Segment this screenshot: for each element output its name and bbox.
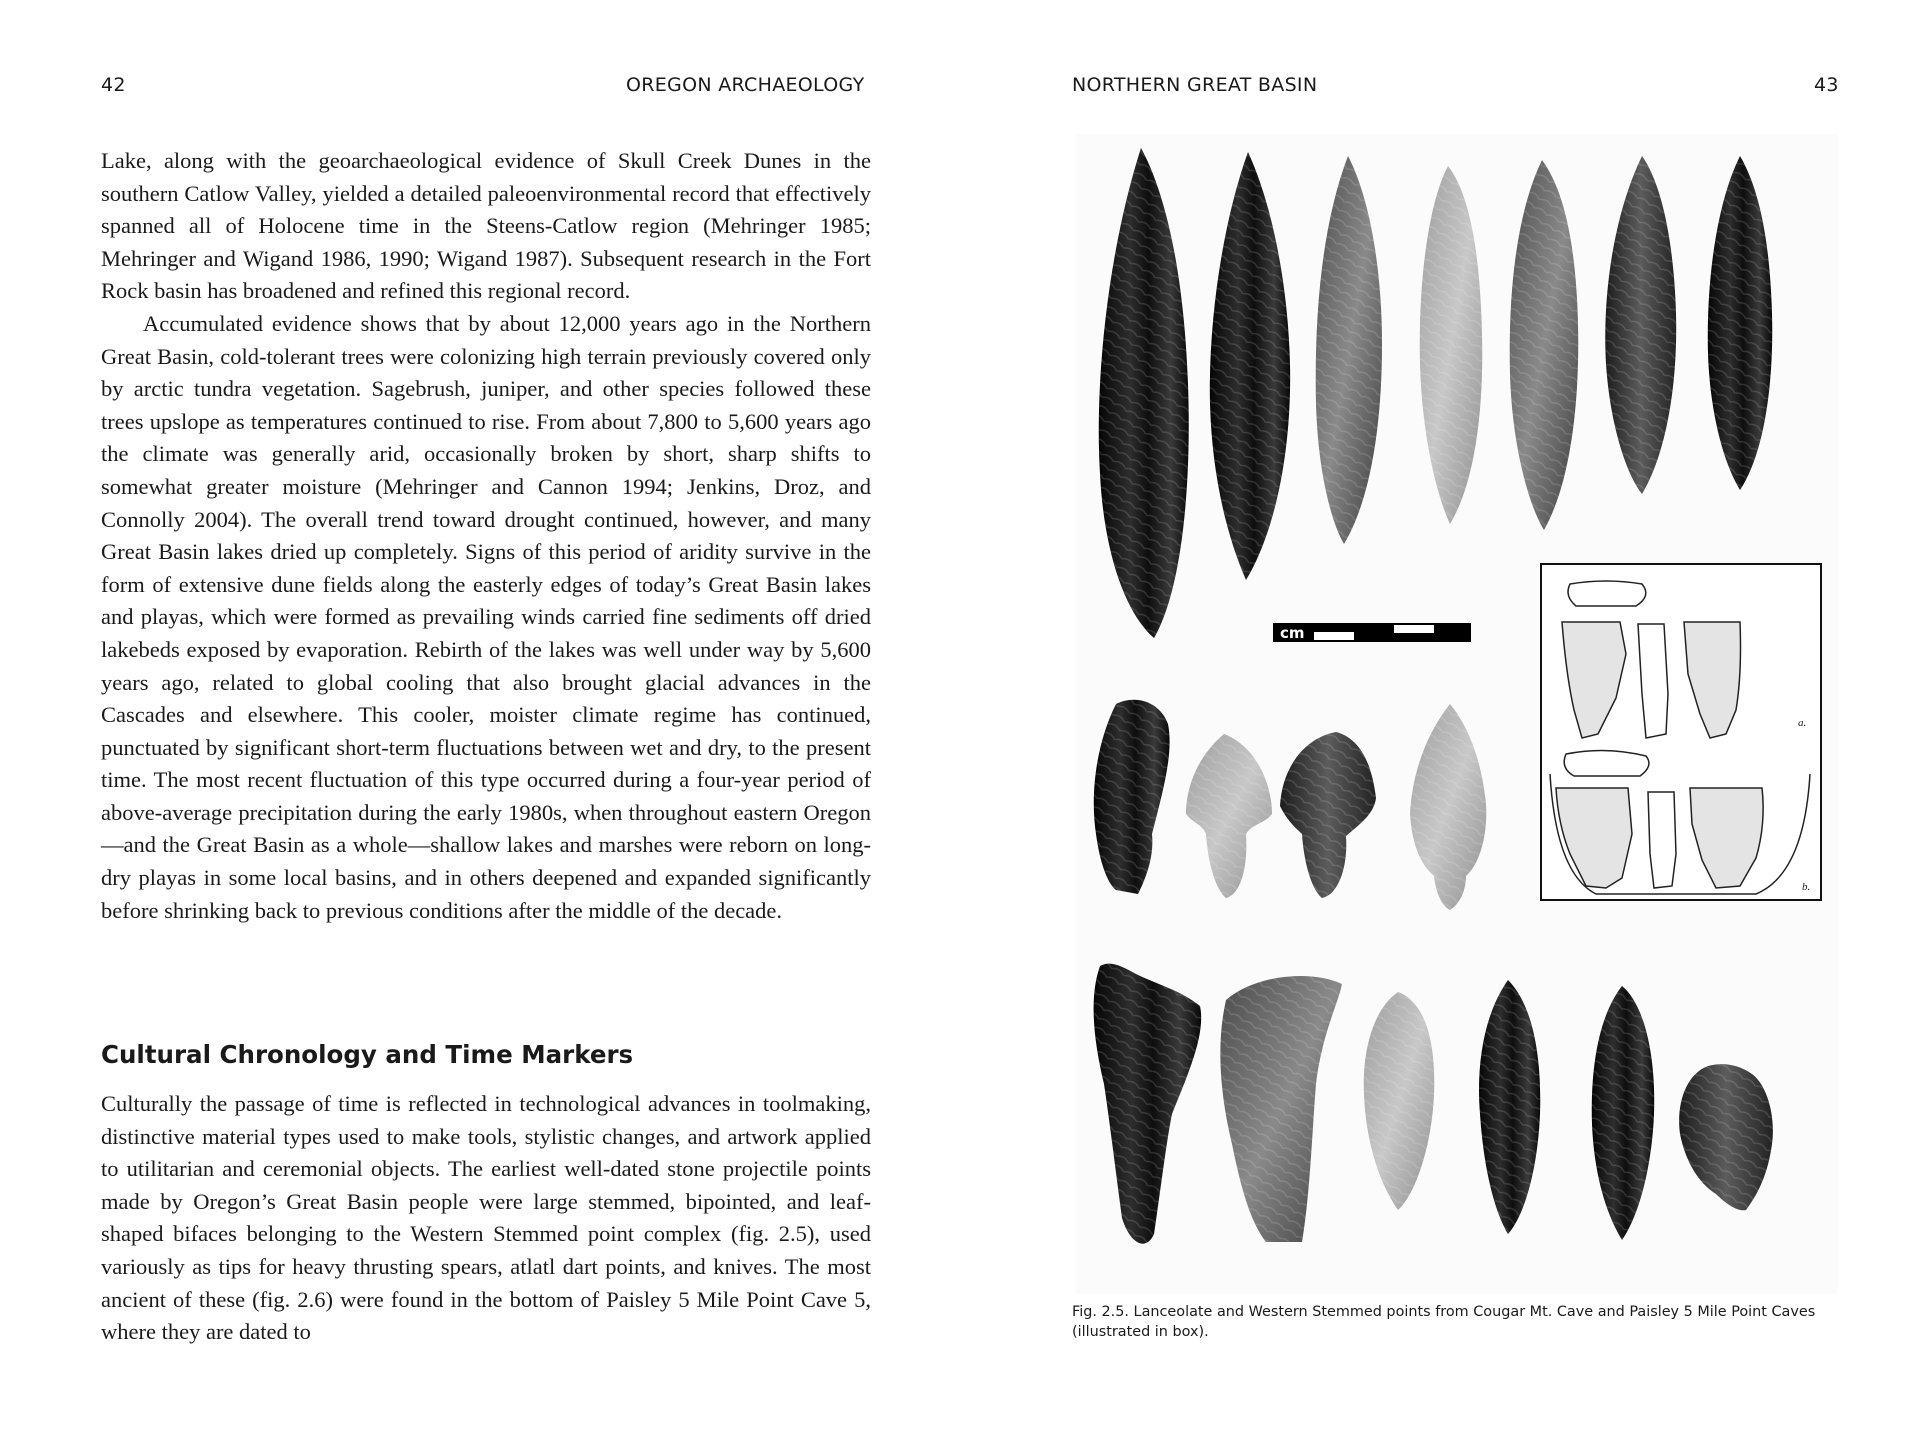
scale-bar-label: cm bbox=[1280, 624, 1305, 642]
body-text-lower bbox=[101, 1088, 871, 1349]
paragraph-2: Accumulated evidence shows that by about 12,000 years ago in the Northern Great Basin, cold-tolerant trees were colonizing high terrain previously covered only by arctic tundra vegetation. Sagebrush, juniper, and other species followed these trees upslope as temperatures continued to rise. From about 7,800 to 5,600 years ago the climate was generally arid, occasionally broken by short, sharp shifts to somewhat greater moisture (Mehringer and Cannon 1994; Jenkins, Droz, and Connolly 2004). The overall trend toward drought continued, however, and many Great Basin lakes dried up completely. Signs of this period of aridity survive in the form of extensive dune fields along the easterly edges of today’s Great Basin lakes and playas, which were formed as prevailing winds carried fine sediments off dried lakebeds exposed by evaporation. Rebirth of the lakes was well under way by 5,600 years ago, related to global cooling that also brought glacial advances in the Cascades and elsewhere. This cooler, moister climate regime has continued, punctuated by significant short-term fluctuations between wet and dry, to the present time. The most recent fluctuation of this type occurred during a four-year period of above-average precipitation during the early 1980s, when throughout eastern Oregon—and the Great Basin as a whole—shallow lakes and marshes were reborn on long-dry playas in some local basins, and in others deepened and expanded significantly before shrinking back to previous conditions after the middle of the decade. bbox=[101, 310, 871, 923]
box-label-a: a. bbox=[1798, 717, 1807, 729]
stemmed-point-6 bbox=[1220, 976, 1342, 1242]
section-paragraph: Culturally the passage of time is reflected in technological advances in toolmaking, distinctive material types used to make tools, stylistic changes, and artwork applied to utilitarian and ceremonial objects. The earliest well-dated stone projectile points made by Oregon’s Great Basin people were large stemmed, bipointed, and leaf-shaped bifaces belonging to the Western Stemmed point complex (fig. 2.5), used variously as tips for heavy thrusting spears, atlatl dart points, and knives. The most ancient of these (fig. 2.6) were found in the bottom of Paisley 5 Mile Point Cave 5, where they are dated to bbox=[101, 1091, 871, 1345]
running-head-right: NORTHERN GREAT BASIN bbox=[1072, 74, 1318, 96]
body-text-upper bbox=[101, 145, 871, 927]
lanceolate-point-7 bbox=[1708, 156, 1772, 490]
paragraph-1: Lake, along with the geoarchaeological evidence of Skull Creek Dunes in the southern Catlow Valley, yielded a detailed paleoenvironmental record that effectively spanned all of Holocene time in the Steens-Catlow region (Mehringer 1985; Mehringer and Wigand 1986, 1990; Wigand 1987). Subsequent research in the Fort Rock basin has broadened and refined this regional record. bbox=[101, 148, 871, 304]
artifact-photo-plate bbox=[1076, 134, 1838, 1294]
leaf-point-3 bbox=[1592, 986, 1654, 1240]
lanceolate-point-6 bbox=[1605, 156, 1676, 494]
leaf-point-1 bbox=[1364, 992, 1434, 1210]
leaf-point-2 bbox=[1479, 980, 1540, 1234]
stemmed-point-1 bbox=[1094, 700, 1170, 894]
figure-plate bbox=[1076, 134, 1838, 1294]
stemmed-point-3 bbox=[1280, 732, 1376, 898]
lanceolate-point-1 bbox=[1099, 148, 1189, 638]
scale-bar bbox=[1274, 624, 1470, 642]
lanceolate-point-3 bbox=[1316, 156, 1382, 544]
lanceolate-point-5 bbox=[1510, 160, 1579, 530]
section-heading: Cultural Chronology and Time Markers bbox=[101, 1040, 634, 1069]
illustration-box bbox=[1541, 564, 1821, 900]
page-number-left: 42 bbox=[101, 74, 126, 96]
lanceolate-point-2 bbox=[1210, 152, 1290, 580]
lanceolate-point-4 bbox=[1420, 166, 1483, 524]
stemmed-point-4 bbox=[1410, 704, 1486, 910]
figure-caption: Fig. 2.5. Lanceolate and Western Stemmed points from Cougar Mt. Cave and Paisley 5 Mile Point Caves (illustrated in box). bbox=[1072, 1304, 1816, 1340]
box-label-b: b. bbox=[1802, 881, 1811, 893]
running-head-left: OREGON ARCHAEOLOGY bbox=[626, 74, 865, 96]
stemmed-point-2 bbox=[1186, 734, 1272, 898]
stemmed-point-7 bbox=[1679, 1064, 1773, 1210]
page-number-right: 43 bbox=[1814, 74, 1839, 96]
stemmed-point-5 bbox=[1094, 964, 1202, 1244]
